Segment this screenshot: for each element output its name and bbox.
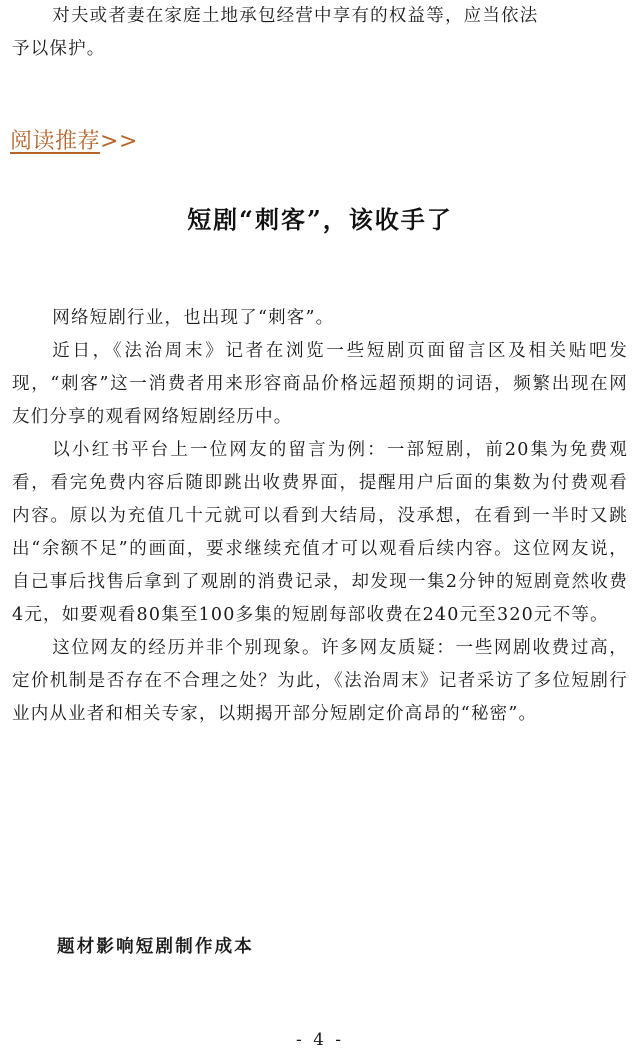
reading-recommendation-link[interactable]	[10, 124, 138, 155]
section-subheading: 题材影响短剧制作成本	[57, 937, 254, 957]
previous-paragraph-tail	[12, 0, 628, 66]
body-paragraph-3: 以小红书平台上一位网友的留言为例：一部短剧，前20集为免费观看，看完免费内容后随即跳出收费界面，提醒用户后面的集数为付费观看内容。原以为充值几十元就可以看到大结局，没承想，在看到一半时又跳出“余额不足”的画面，要求继续充值才可以观看后续内容。这位网友说，自己事后找售后拿到了观剧的消费记录，却发现一集2分钟的短剧竟然收费4元，如要观看80集至100多集的短剧每部收费在240元至320元不等。	[12, 440, 628, 625]
double-chevron-right-icon: >>	[100, 129, 138, 154]
previous-paragraph-line-1: 对夫或者妻在家庭土地承包经营中享有的权益等，应当依法	[52, 6, 539, 26]
article-title: 短剧“刺客”，该收手了	[187, 205, 453, 234]
body-paragraph-2: 近日，《法治周末》记者在浏览一些短剧页面留言区及相关贴吧发现，“刺客”这一消费者用来形容商品价格远超预期的词语，频繁出现在网友们分享的观看网络短剧经历中。	[12, 341, 628, 427]
body-paragraph-1: 网络短剧行业，也出现了“刺客”。	[52, 308, 335, 328]
body-paragraph-4: 这位网友的经历并非个别现象。许多网友质疑：一些网剧收费过高，定价机制是否存在不合理之处？为此，《法治周末》记者采访了多位短剧行业内从业者和相关专家，以期揭开部分短剧定价高昂的“秘密”。	[12, 638, 628, 724]
previous-paragraph-line-2: 予以保护。	[12, 39, 106, 59]
article-body	[12, 302, 628, 731]
page-number: - 4 -	[295, 1030, 345, 1050]
reading-recommendation-label: 阅读推荐	[10, 129, 101, 154]
